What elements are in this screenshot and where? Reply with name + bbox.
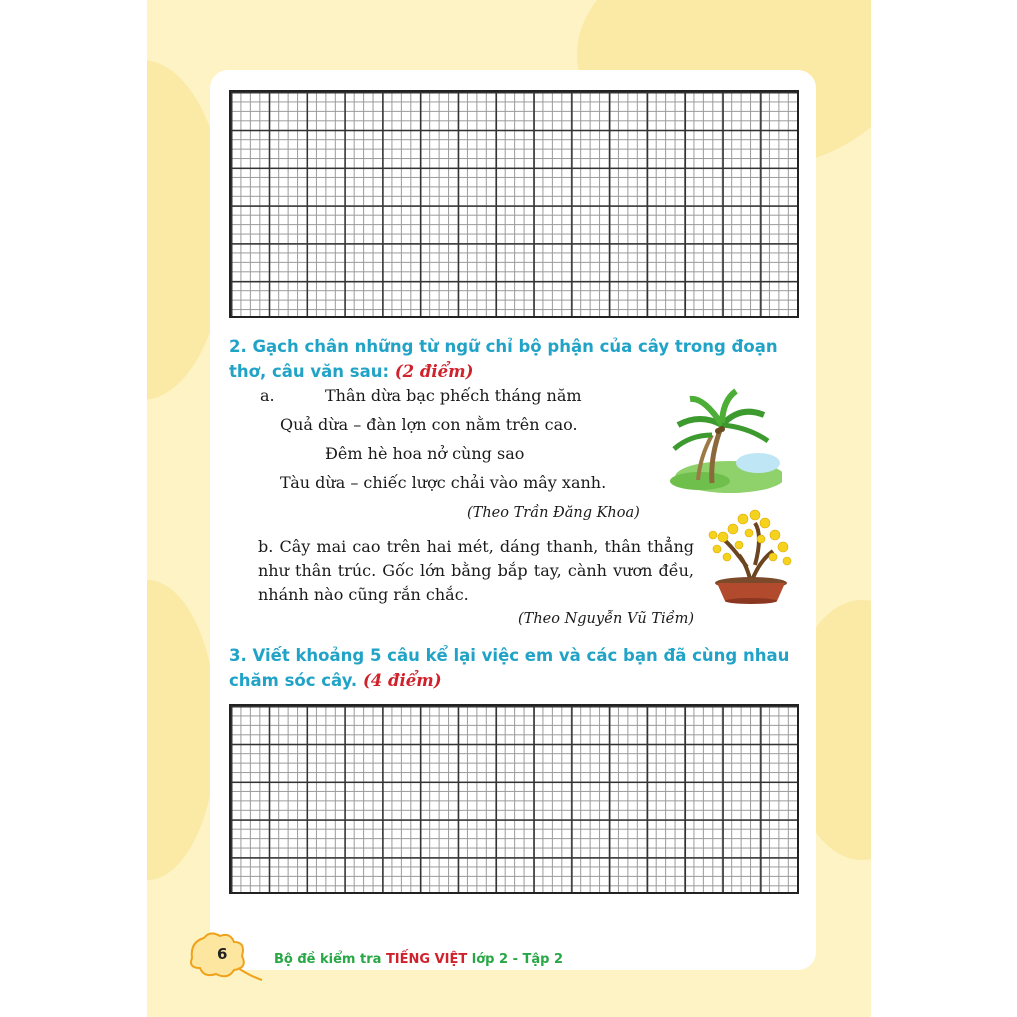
writing-grid-top[interactable] bbox=[229, 90, 799, 318]
book-title-footer: Bộ đề kiểm tra TIẾNG VIỆT lớp 2 - Tập 2 bbox=[274, 952, 564, 967]
coconut-tree-image bbox=[660, 385, 782, 493]
question-2-points: (2 điểm) bbox=[394, 362, 474, 381]
poem-line-4: Tàu dừa – chiếc lược chải vào mây xanh. bbox=[280, 473, 607, 492]
poem-line-1: Thân dừa bạc phếch tháng năm bbox=[325, 386, 582, 405]
question-2-heading: 2. Gạch chân những từ ngữ chỉ bộ phận của cây trong đoạn thơ, câu văn sau: (2 điểm) bbox=[229, 337, 778, 381]
part-b-source: (Theo Nguyễn Vũ Tiềm) bbox=[518, 611, 695, 627]
writing-grid-bottom[interactable] bbox=[229, 704, 799, 894]
apricot-blossom-bonsai-image bbox=[703, 505, 799, 605]
poem-source: (Theo Trần Đăng Khoa) bbox=[467, 505, 640, 521]
part-a-label: a. bbox=[260, 386, 275, 405]
question-3-heading: 3. Viết khoảng 5 câu kể lại việc em và các bạn đã cùng nhau chăm sóc cây. (4 điểm) bbox=[229, 646, 790, 690]
page-number: 6 bbox=[217, 945, 228, 963]
poem-line-3: Đêm hè hoa nở cùng sao bbox=[325, 444, 525, 463]
poem-line-2: Quả dừa – đàn lợn con nằm trên cao. bbox=[280, 415, 578, 434]
part-b-paragraph: b. Cây mai cao trên hai mét, dáng thanh, thân thẳng như thân trúc. Gốc lớn bằng bắp tay, cành vươn đều, nhánh nào cũng rắn chắc. bbox=[258, 537, 694, 604]
question-3-points: (4 điểm) bbox=[362, 671, 442, 690]
